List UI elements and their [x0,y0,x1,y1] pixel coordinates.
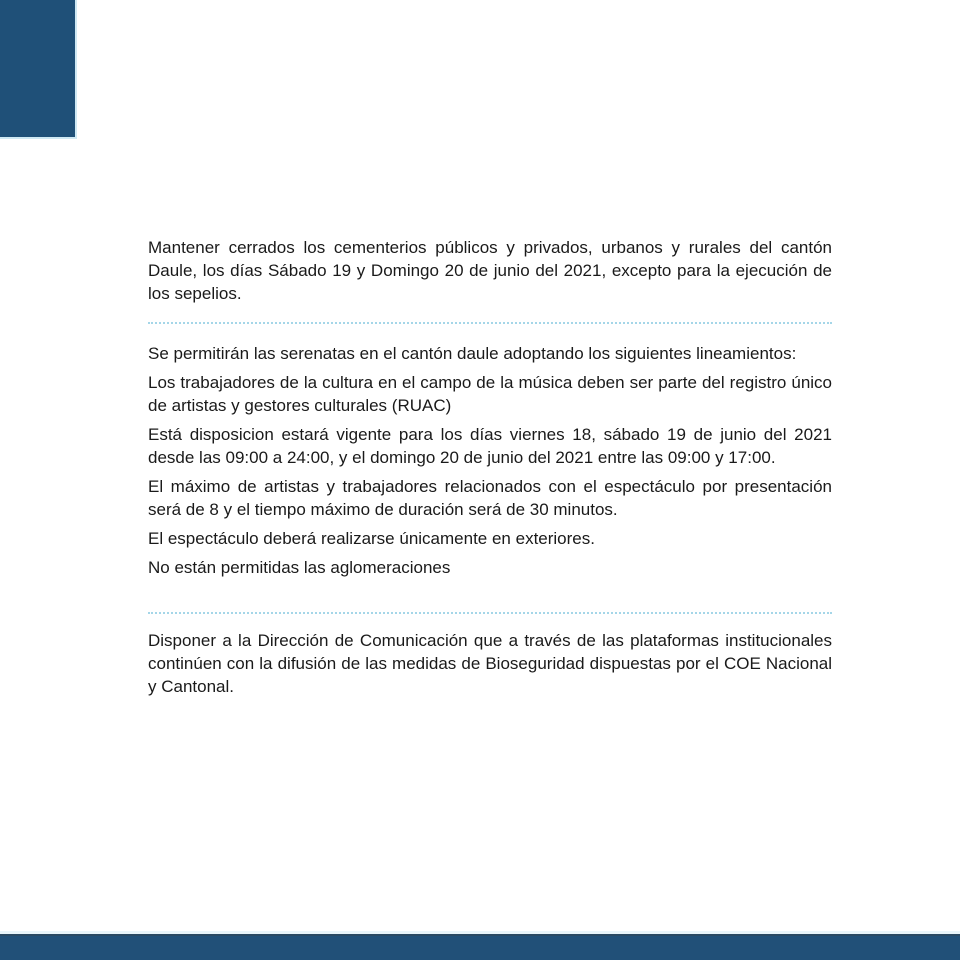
paragraph-ruac: Los trabajadores de la cultura en el campo de la música deben ser parte del registro único de artistas y gestores culturales (RUAC) [148,373,832,415]
section-serenatas [148,342,832,579]
paragraph-communication: Disponer a la Dirección de Comunicación que a través de las plataformas institucionales continúen con la difusión de las medidas de Bioseguridad dispuestas por el COE Nacional y Cantonal. [148,631,832,696]
paragraph-schedule: Está disposicion estará vigente para los días viernes 18, sábado 19 de junio del 2021 desde las 09:00 a 24:00, y el domingo 20 de junio del 2021 entre las 09:00 y 17:00. [148,425,832,467]
section-cemeteries [148,236,832,305]
paragraph-no-crowds: No están permitidas las aglomeraciones [148,558,451,577]
section-divider [148,612,832,614]
section-divider [148,322,832,324]
section-communication [148,629,832,698]
corner-accent-block [0,0,77,139]
paragraph-max-artists: El máximo de artistas y trabajadores relacionados con el espectáculo por presentación será de 8 y el tiempo máximo de duración será de 30 minutos. [148,477,832,519]
document-body [148,236,832,698]
paragraph-serenatas-intro: Se permitirán las serenatas en el cantón daule adoptando los siguientes lineamientos: [148,344,797,363]
footer-accent-bar [0,934,960,960]
paragraph-cemeteries: Mantener cerrados los cementerios públicos y privados, urbanos y rurales del cantón Daule, los días Sábado 19 y Domingo 20 de junio del 2021, excepto para la ejecución de los sepelios. [148,238,832,303]
paragraph-exteriors: El espectáculo deberá realizarse únicamente en exteriores. [148,529,595,548]
